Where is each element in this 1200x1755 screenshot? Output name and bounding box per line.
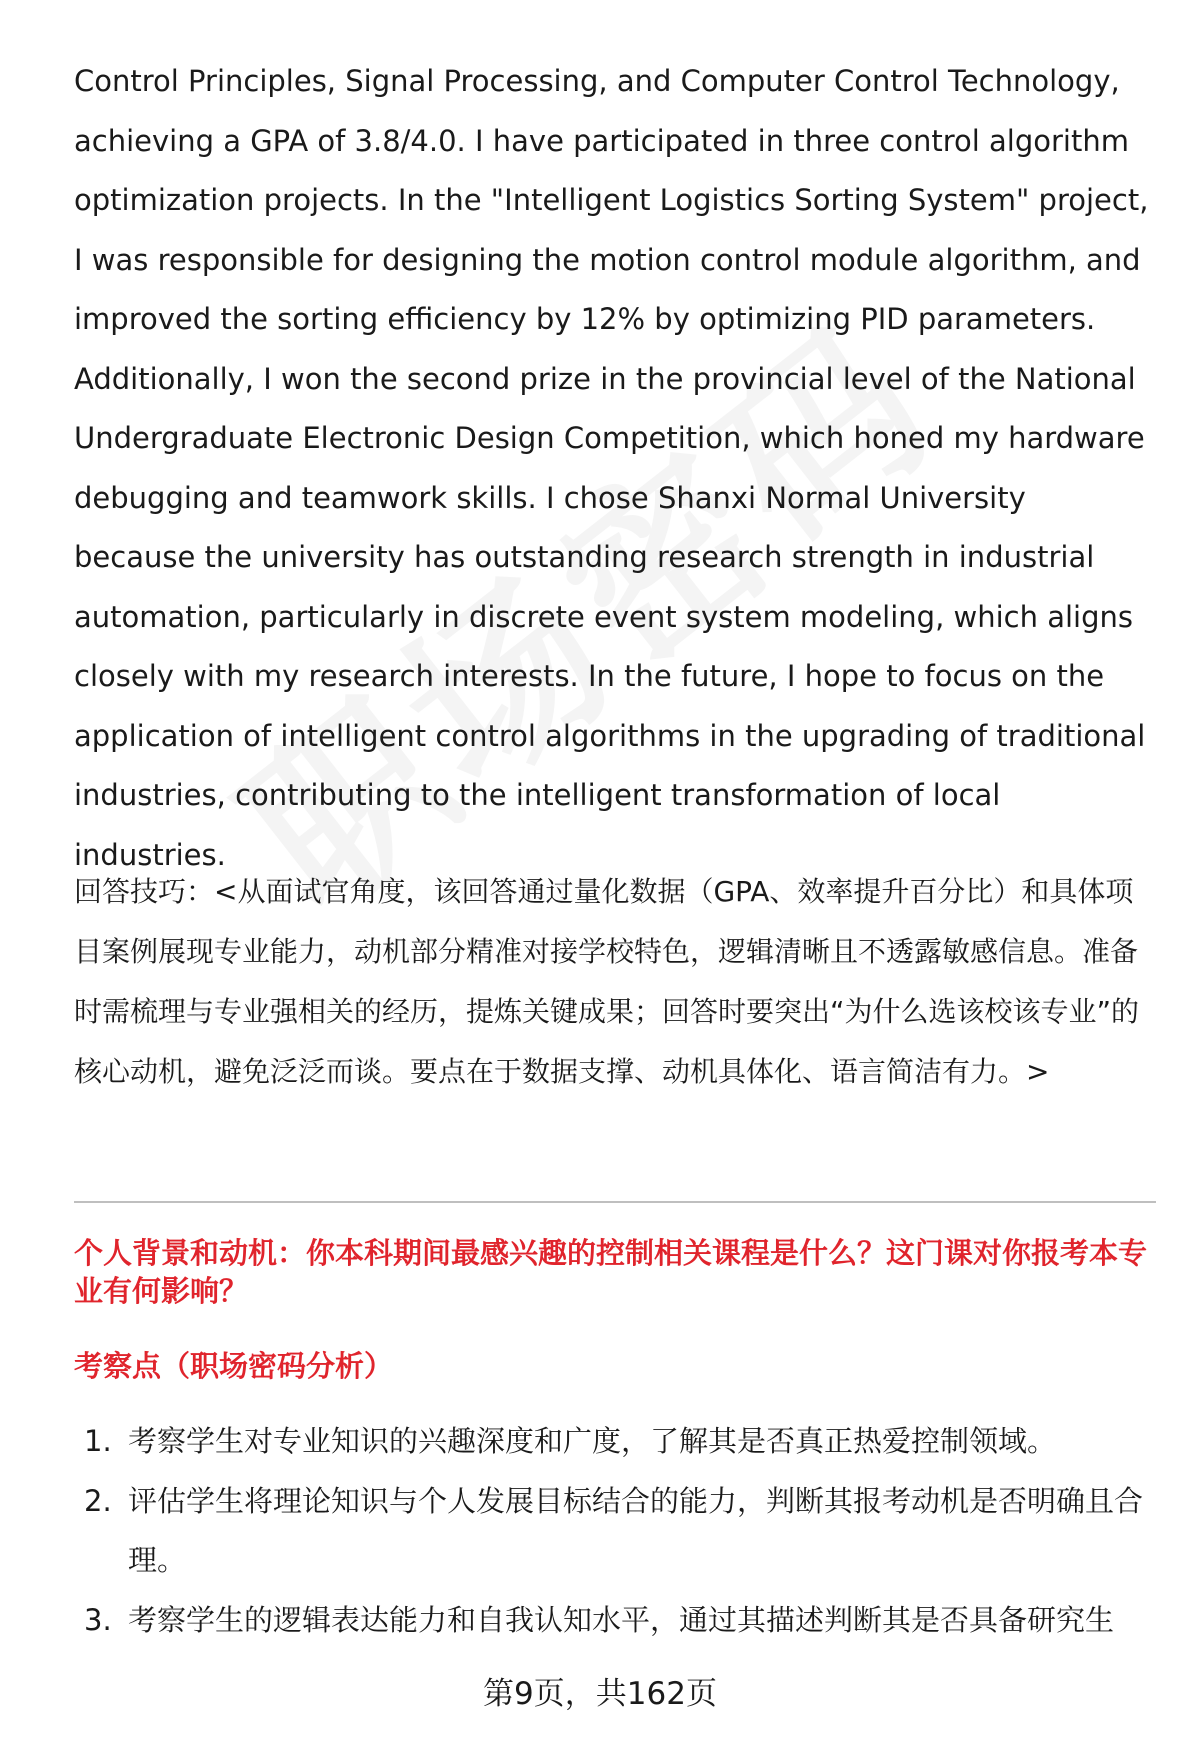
list-number: 1. (84, 1424, 112, 1458)
list-text: 考察学生的逻辑表达能力和自我认知水平，通过其描述判断其是否具备研究生 (128, 1602, 1115, 1637)
list-item (74, 1591, 1158, 1651)
list-number: 2. (84, 1483, 112, 1518)
assessment-points (74, 1412, 1158, 1650)
page-footer: 第9页，共162页 (483, 1676, 717, 1712)
section-title: 考察点（职场密码分析） (74, 1349, 394, 1383)
list-text: 评估学生将理论知识与个人发展目标结合的能力，判断其报考动机是否明确且合理。 (128, 1483, 1144, 1577)
answer-tip: 回答技巧：<从面试官角度，该回答通过量化数据（GPA、效率提升百分比）和具体项目案例展现专业能力，动机部分精准对接学校特色，逻辑清晰且不透露敏感信息。准备时需梳理与专业强相关的经历，提炼关键成果；回答时要突出“为什么选该校该专业”的核心动机，避免泛泛而谈。要点在于数据支撑、动机具体化、语言简洁有力。> (74, 875, 1140, 1088)
list-item (74, 1472, 1158, 1591)
list-item (74, 1412, 1158, 1472)
list-number: 3. (84, 1602, 112, 1637)
answer-paragraph: Control Principles, Signal Processing, and Computer Control Technology, achieving a GPA of 3.8/4.0. I have participated in three control algorithm optimization projects. In the "Intelligent Logistics Sorting System" project, I was responsible for designing the motion control module algorithm, and improved the sorting efficiency by 12% by optimizing PID parameters. Additionally, I won the second prize in the provincial level of the National Undergraduate Electronic Design Competition, which honed my hardware debugging and teamwork skills. I chose Shanxi Normal University because the university has outstanding research strength in industrial automation, particularly in discrete event system modeling, which aligns closely with my research interests. In the future, I hope to focus on the application of intelligent control algorithms in the upgrading of traditional industries, contributing to the intelligent transformation of local industries. (74, 64, 1149, 872)
list-text: 考察学生对专业知识的兴趣深度和广度，了解其是否真正热爱控制领域。 (128, 1424, 1057, 1458)
question-heading: 个人背景和动机：你本科期间最感兴趣的控制相关课程是什么？这门课对你报考本专业有何影响？ (74, 1236, 1148, 1308)
section-divider (74, 1201, 1156, 1203)
